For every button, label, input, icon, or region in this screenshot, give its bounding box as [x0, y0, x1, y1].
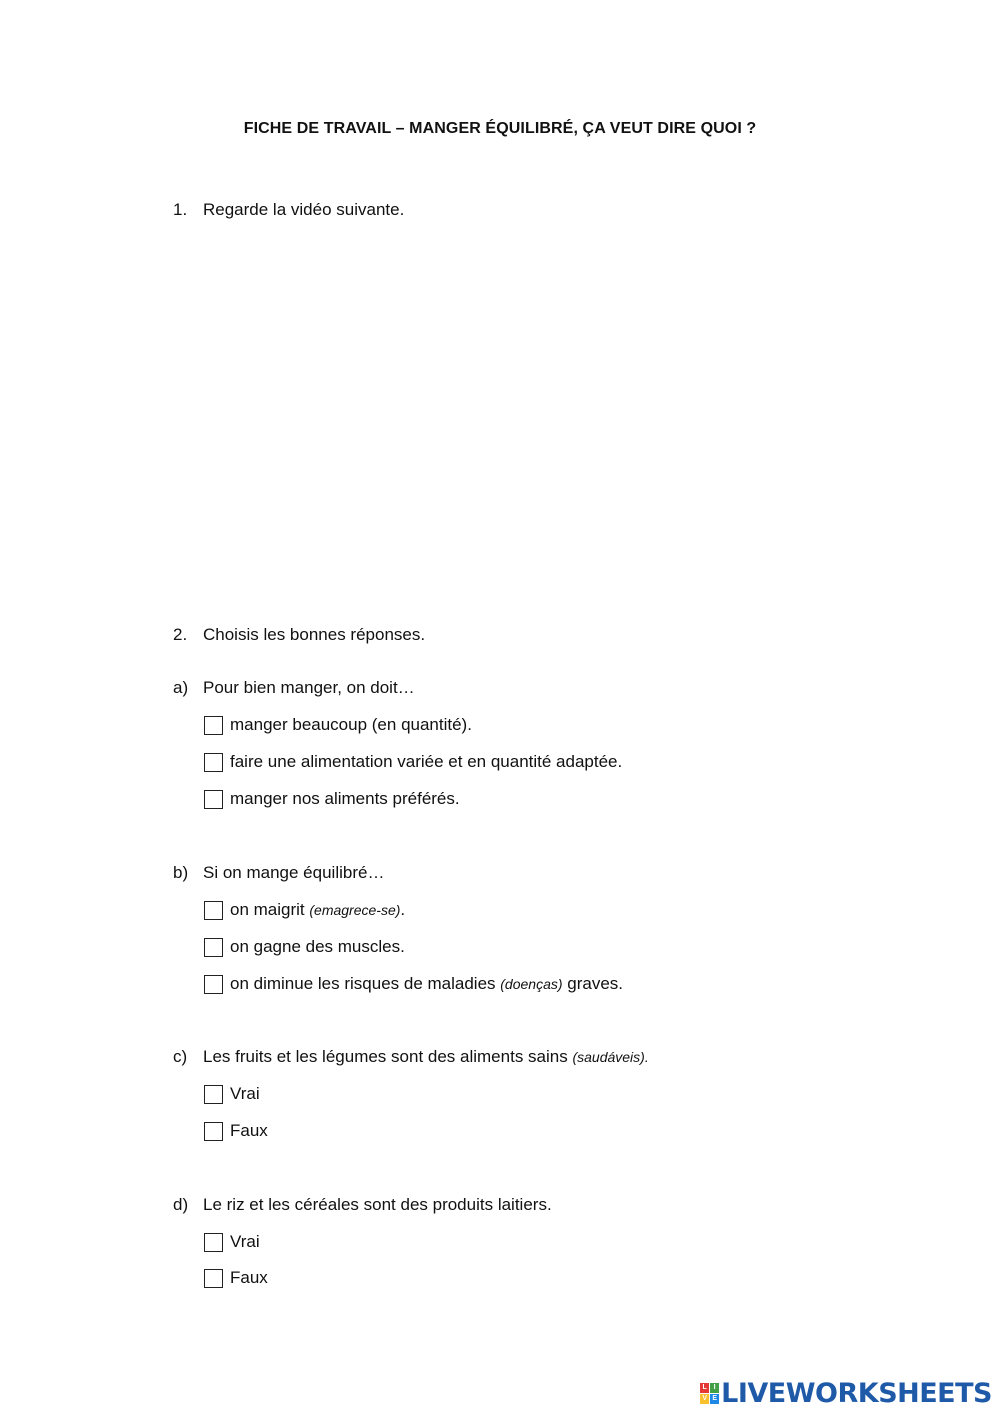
item-b-text: Si on mange équilibré… — [203, 863, 385, 882]
option-a-1[interactable] — [204, 715, 472, 735]
checkbox[interactable] — [204, 1085, 223, 1104]
page-title: FICHE DE TRAVAIL – MANGER ÉQUILIBRÉ, ÇA VEUT DIRE QUOI ? — [243, 120, 757, 137]
option-c-vrai[interactable] — [204, 1084, 260, 1104]
option-label: manger beaucoup (en quantité). — [230, 715, 472, 734]
checkbox[interactable] — [204, 790, 223, 809]
option-label: Faux — [230, 1121, 268, 1140]
item-d-text: Le riz et les céréales sont des produits laitiers. — [203, 1195, 552, 1214]
item-a — [173, 678, 415, 698]
question-2-number: 2. — [173, 625, 188, 644]
checkbox[interactable] — [204, 901, 223, 920]
checkbox[interactable] — [204, 938, 223, 957]
option-d-faux[interactable] — [204, 1268, 268, 1288]
option-b-1[interactable] — [204, 900, 405, 920]
checkbox[interactable] — [204, 1269, 223, 1288]
option-label: on maigrit (emagrece-se). — [230, 900, 406, 919]
checkbox[interactable] — [204, 1233, 223, 1252]
option-c-faux[interactable] — [204, 1121, 268, 1141]
option-label: Vrai — [230, 1084, 260, 1103]
question-1-text: Regarde la vidéo suivante. — [203, 200, 405, 219]
option-label: on diminue les risques de maladies (doenças) graves. — [230, 974, 624, 993]
liveworksheets-logo-icon: L I V E — [700, 1383, 719, 1404]
option-label: on gagne des muscles. — [230, 937, 405, 956]
checkbox[interactable] — [204, 753, 223, 772]
question-1-number: 1. — [173, 200, 188, 219]
checkbox[interactable] — [204, 975, 223, 994]
item-c — [173, 1047, 649, 1067]
question-2-text: Choisis les bonnes réponses. — [203, 625, 426, 644]
option-b-3[interactable] — [204, 974, 623, 994]
option-a-3[interactable] — [204, 789, 460, 809]
liveworksheets-brand — [700, 1378, 992, 1409]
option-label: Vrai — [230, 1232, 260, 1251]
translation-hint: (doenças) — [500, 976, 563, 992]
checkbox[interactable] — [204, 1122, 223, 1141]
item-b-label: b) — [173, 863, 189, 882]
item-d — [173, 1195, 552, 1215]
item-c-label: c) — [173, 1047, 188, 1066]
option-a-2[interactable] — [204, 752, 622, 772]
item-a-text: Pour bien manger, on doit… — [203, 678, 415, 697]
option-d-vrai[interactable] — [204, 1232, 260, 1252]
translation-hint: (saudáveis). — [572, 1049, 649, 1065]
item-a-label: a) — [173, 678, 189, 697]
translation-hint: (emagrece-se) — [309, 902, 401, 918]
option-label: manger nos aliments préférés. — [230, 789, 460, 808]
question-1 — [173, 200, 404, 220]
brand-name: LIVEWORKSHEETS — [721, 1378, 992, 1409]
question-2 — [173, 625, 425, 645]
checkbox[interactable] — [204, 716, 223, 735]
item-b — [173, 863, 384, 883]
option-label: faire une alimentation variée et en quantité adaptée. — [230, 752, 623, 771]
option-b-2[interactable] — [204, 937, 405, 957]
option-label: Faux — [230, 1268, 268, 1287]
item-c-text: Les fruits et les légumes sont des aliments sains — [203, 1047, 573, 1066]
item-d-label: d) — [173, 1195, 189, 1214]
